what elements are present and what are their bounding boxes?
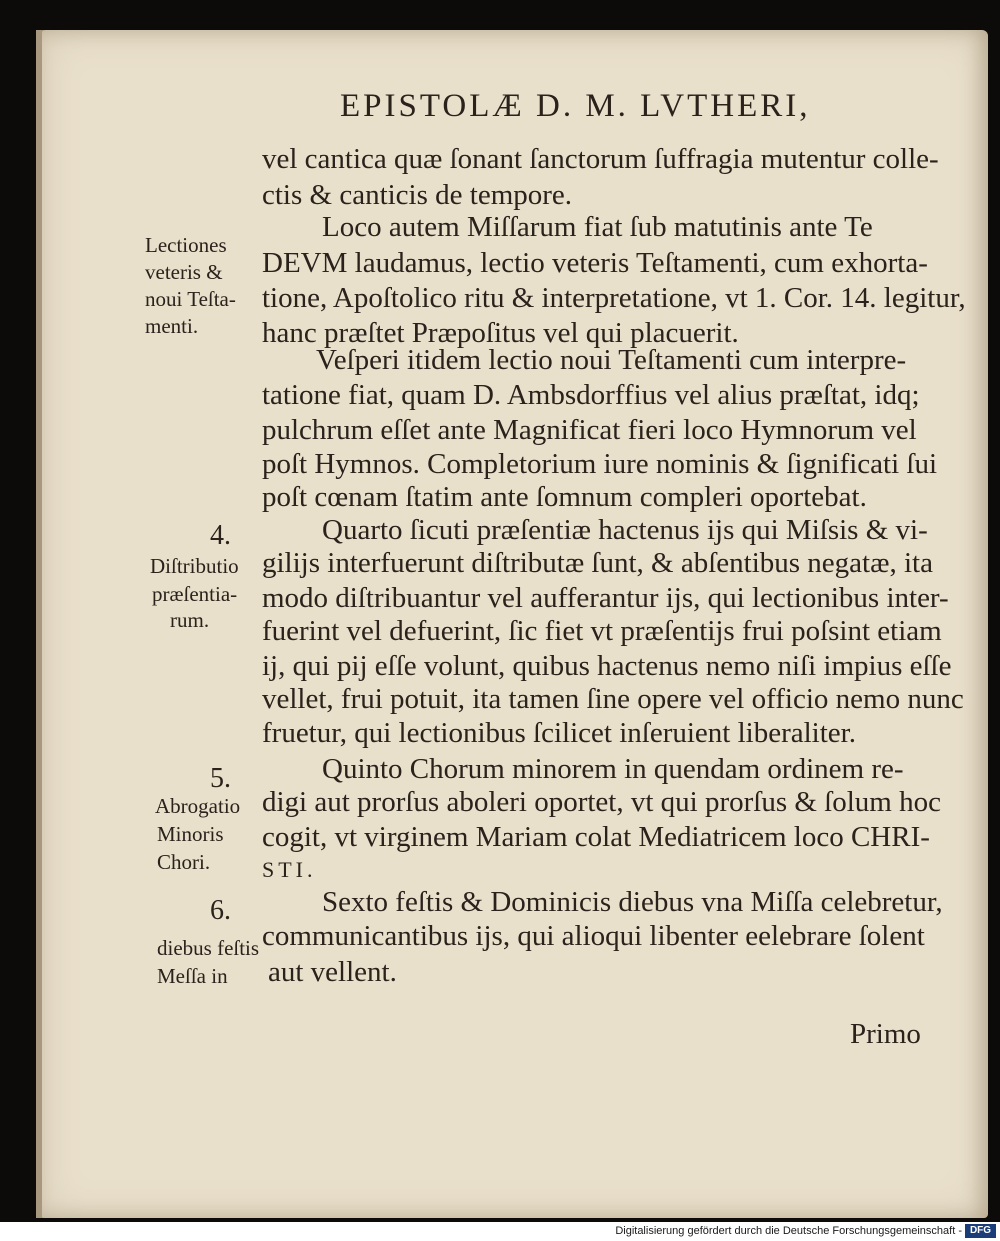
text-line: tione, Apoſtolico ritu & interpretatione, vt 1. Cor. 14. legitur, xyxy=(262,282,966,314)
section-number: 4. xyxy=(210,520,231,551)
text-line: communicantibus ijs, qui alioqui libenter eelebrare ſolent xyxy=(262,920,925,952)
running-header: EPISTOLÆ D. M. LVTHERI, xyxy=(340,88,811,124)
text-line: poſt cœnam ſtatim ante ſomnum compleri oportebat. xyxy=(262,481,867,513)
text-line: pulchrum eſſet ante Magnificat fieri loco Hymnorum vel xyxy=(262,414,917,446)
margin-note: menti. xyxy=(145,314,199,338)
text-line: fruetur, qui lectionibus ſcilicet inſeruient liberaliter. xyxy=(262,717,856,749)
text-line: gilijs interfuerunt diſtributæ ſunt, & abſentibus negatæ, ita xyxy=(262,547,933,579)
margin-note: Lectiones xyxy=(145,233,227,257)
margin-note: Diſtributio xyxy=(150,554,239,578)
text-line: Veſperi itidem lectio noui Teſtamenti cum interpre- xyxy=(316,344,907,376)
section-number: 5. xyxy=(210,763,231,794)
text-line: Loco autem Miſſarum fiat ſub matutinis ante Te xyxy=(322,211,873,243)
text-line: STI. xyxy=(262,857,317,882)
margin-note: Abrogatio xyxy=(155,794,241,818)
text-line: vellet, frui potuit, ita tamen ſine opere vel officio nemo nunc xyxy=(262,683,964,715)
text-line: hanc præſtet Præpoſitus vel qui placuerit. xyxy=(262,317,739,349)
text-line: ctis & canticis de tempore. xyxy=(262,179,573,211)
catchword: Primo xyxy=(850,1018,921,1050)
margin-note: præſentia- xyxy=(152,582,238,606)
text-line: poſt Hymnos. Completorium iure nominis & ſignificati ſui xyxy=(262,448,938,480)
margin-note: noui Teſta- xyxy=(145,287,236,311)
margin-note: diebus feſtis xyxy=(157,936,260,960)
text-line: Quinto Chorum minorem in quendam ordinem re- xyxy=(322,753,904,785)
text-line: tatione fiat, quam D. Ambsdorffius vel alius præſtat, idq; xyxy=(262,379,920,411)
text-line: Quarto ſicuti præſentiæ hactenus ijs qui Miſsis & vi- xyxy=(322,514,928,546)
margin-note: rum. xyxy=(170,608,210,632)
text-line: ij, qui pij eſſe volunt, quibus hactenus nemo niſi impius eſſe xyxy=(262,650,952,682)
text-line: cogit, vt virginem Mariam colat Mediatricem loco CHRI- xyxy=(262,821,930,853)
margin-note: Minoris xyxy=(157,822,224,846)
text-line: modo diſtribuantur vel aufferantur ijs, qui lectionibus inter- xyxy=(262,582,949,614)
dfg-logo-icon: DFG xyxy=(965,1224,996,1238)
text-line: Sexto feſtis & Dominicis diebus vna Miſſa celebretur, xyxy=(322,886,943,918)
footer-bar xyxy=(0,1222,1000,1241)
text-line: fuerint vel defuerint, ſic fiet vt præſentijs frui poſsint etiam xyxy=(262,615,942,647)
funding-notice: Digitalisierung gefördert durch die Deutsche Forschungsgemeinschaft - xyxy=(615,1225,962,1237)
text-line: digi aut prorſus aboleri oportet, vt qui prorſus & ſolum hoc xyxy=(262,786,941,818)
text-line: vel cantica quæ ſonant ſanctorum ſuffragia mutentur colle- xyxy=(262,143,939,175)
text-line: DEVM laudamus, lectio veteris Teſtamenti, cum exhorta- xyxy=(262,247,928,279)
text-line: aut vellent. xyxy=(268,956,397,988)
margin-note: Meſſa in xyxy=(157,964,228,988)
margin-note: Chori. xyxy=(157,850,211,874)
margin-note: veteris & xyxy=(145,260,223,284)
section-number: 6. xyxy=(210,895,231,926)
